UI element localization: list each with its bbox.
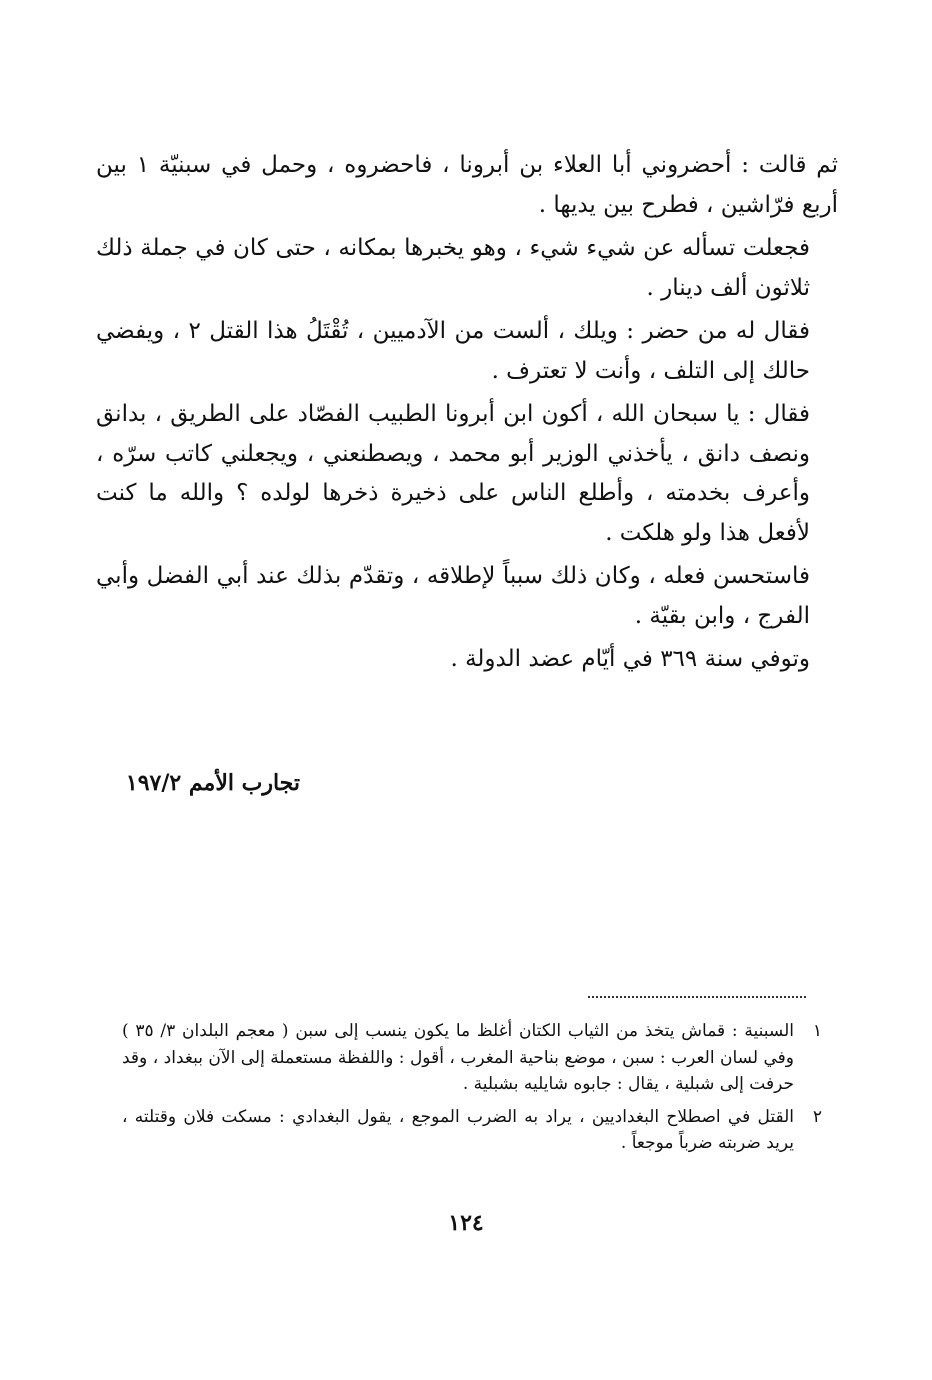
paragraph-2: فجعلت تسأله عن شيء شيء ، وهو يخبرها بمكانه ، حتى كان في جملة ذلك ثلاثون ألف دينار .: [96, 235, 810, 301]
paragraph-3: فقال له من حضر : ويلك ، ألست من الآدميين ، تُقْتَلُ هذا القتل ٢ ، ويفضي حالك إلى التلف ، وأنت لا تعترف .: [96, 318, 810, 384]
paragraph-4: فقال : يا سبحان الله ، أكون ابن أبرونا الطبيب الفصّاد على الطريق ، بدانق ونصف دانق ، يأخذني الوزير أبو محمد ، ويصطنعني ، ويجعلني كاتب سرّه ، وأعرف بخدمته ، وأطلع الناس على ذخيرة ذخرها لولده ؟ والله ما كنت لأفعل هذا ولو هلكت .: [96, 401, 810, 546]
source-citation: تجارب الأمم ١٩٧/٢: [125, 770, 300, 796]
footnote-separator: [588, 996, 806, 998]
paragraph-1: ثم قالت : أحضروني أبا العلاء بن أبرونا ، فاحضروه ، وحمل في سبنيّة ١ بين أربع فرّاشين ، فطرح بين يديها .: [96, 152, 838, 218]
paragraph-6: وتوفي سنة ٣٦٩ في أيّام عضد الدولة .: [450, 646, 810, 672]
footnote-1: [122, 1018, 822, 1098]
paragraph-5: فاستحسن فعله ، وكان ذلك سبباً لإطلاقه ، وتقدّم بذلك عند أبي الفضل وأبي الفرج ، وابن بقيّة .: [96, 563, 810, 629]
footnotes: [122, 1018, 822, 1163]
footnote-text: القتل في اصطلاح البغداديين ، يراد به الضرب الموجع ، يقول البغدادي : مسكت فلان وقتلته ، يريد ضربته ضرباً موجعاً .: [122, 1106, 794, 1153]
footnote-text: السبنية : قماش يتخذ من الثياب الكتان أغلظ ما يكون ينسب إلى سبن ( معجم البلدان ٣/ ٣٥ ) وفي لسان العرب : سبن ، موضع بناحية المغرب ، أقول : واللفظة مستعملة إلى الآن ببغداد ، وقد حرفت إلى شبلية ، يقال : جابوه شايليه بشبلية .: [122, 1021, 794, 1094]
footnote-number: ٢: [812, 1106, 822, 1127]
footnote-number: ١: [812, 1021, 822, 1041]
page-number: ١٢٤: [448, 1210, 484, 1236]
main-text: [96, 146, 838, 680]
footnote-2: [122, 1104, 822, 1157]
